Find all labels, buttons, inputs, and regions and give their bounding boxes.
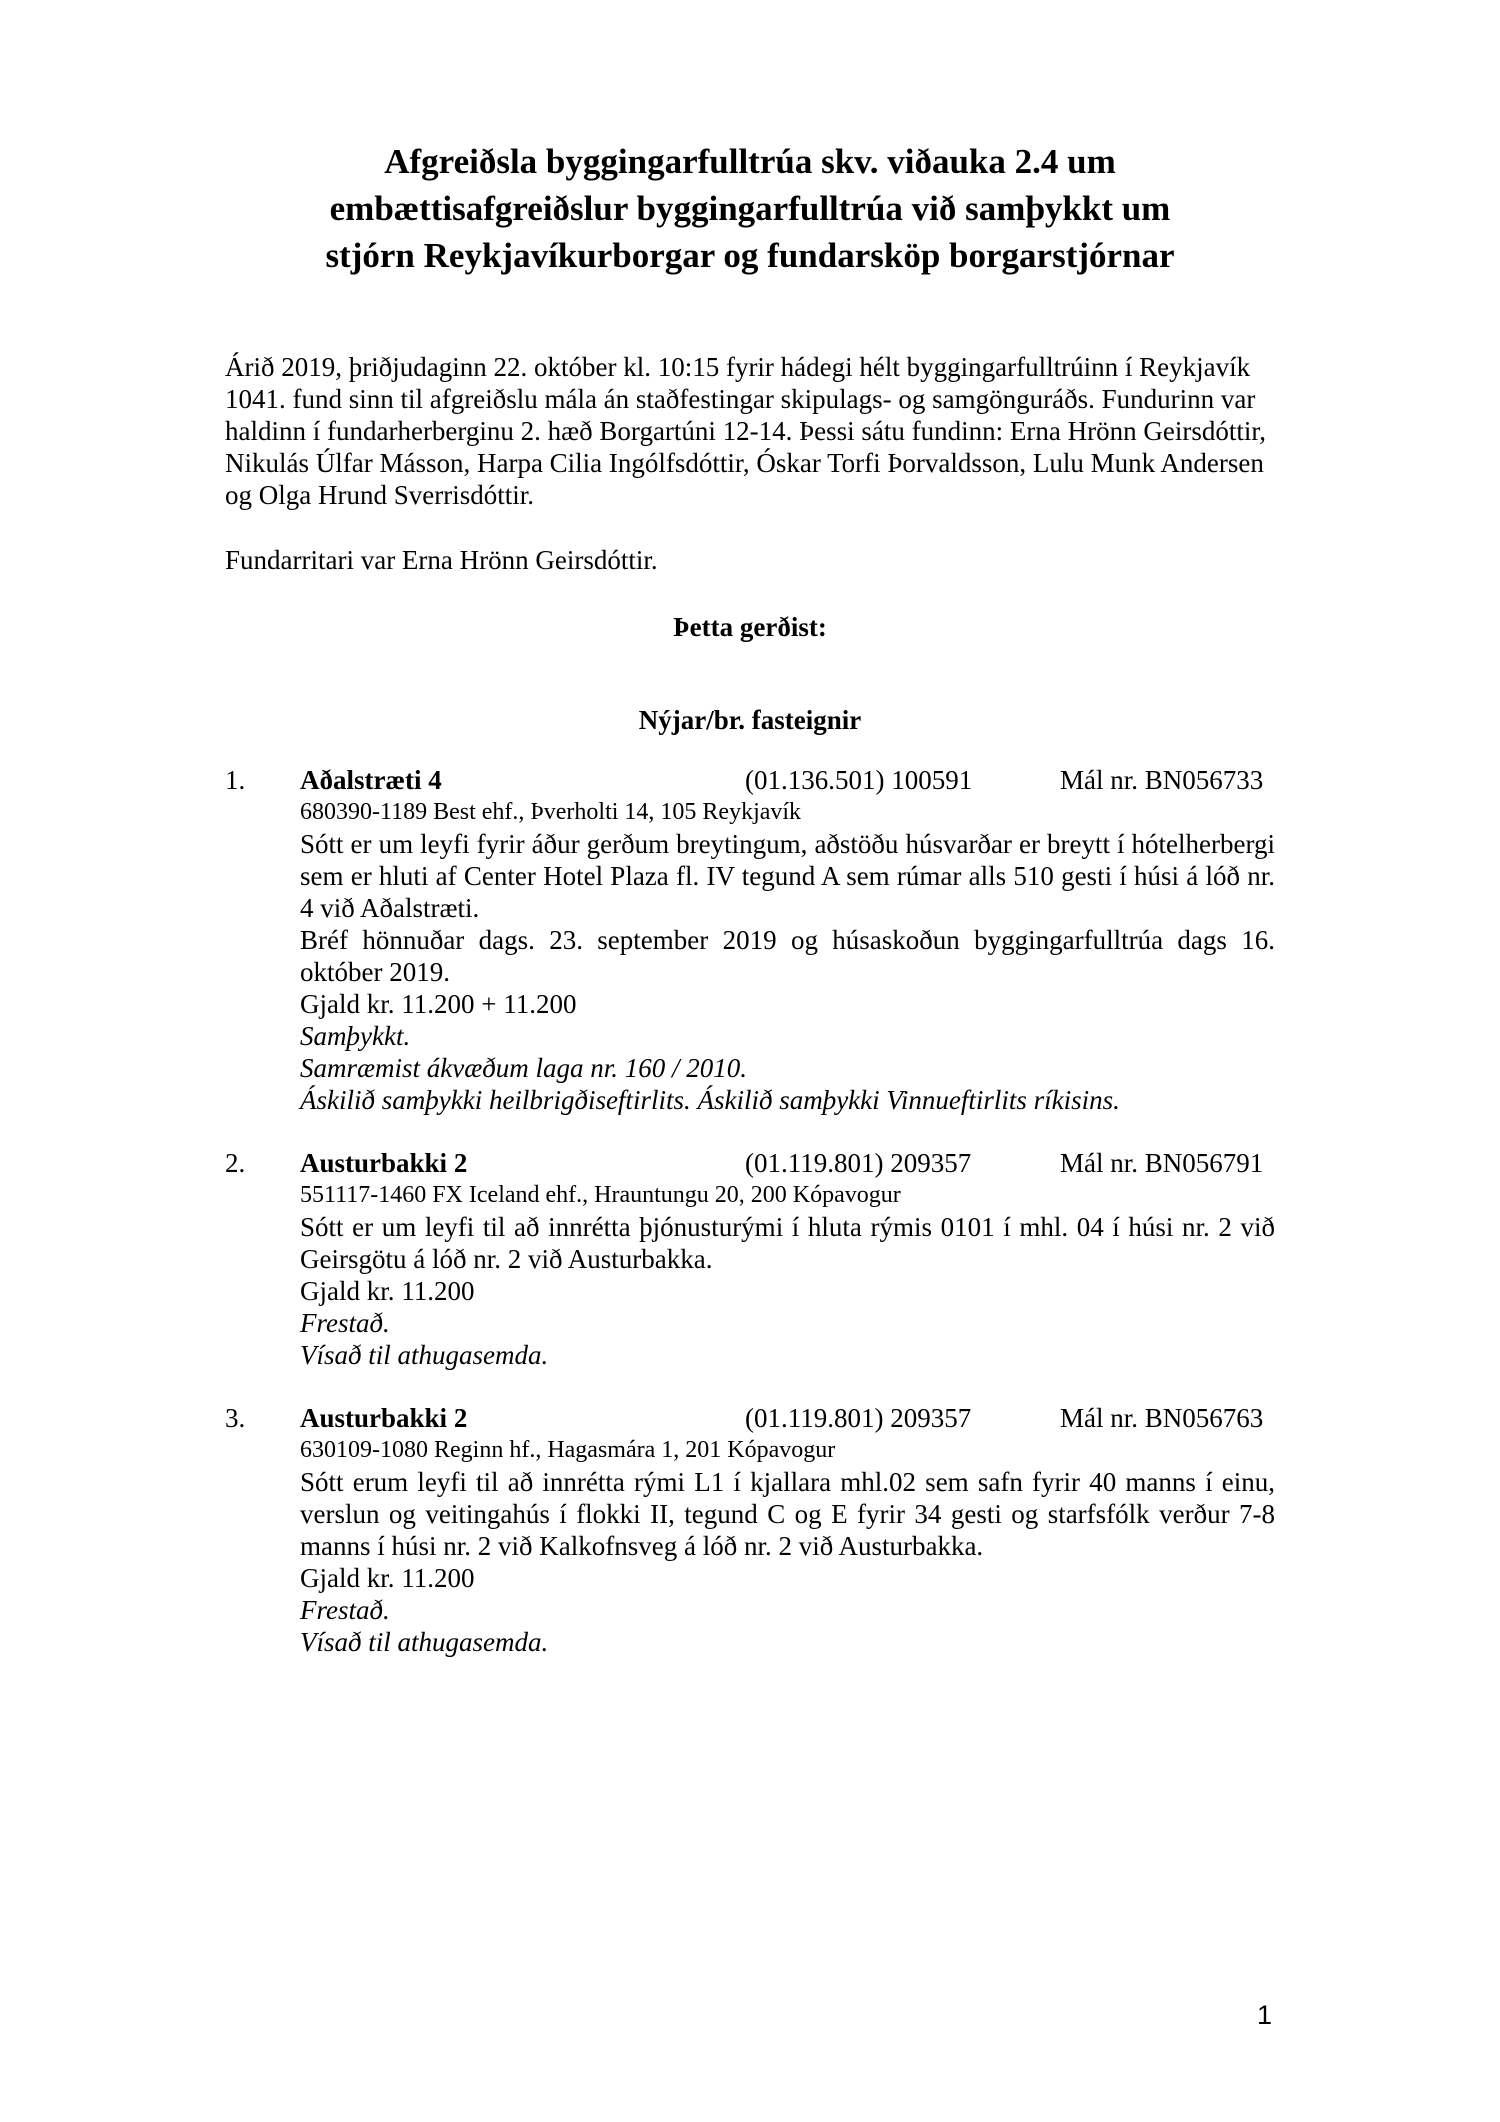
document-title — [225, 138, 1275, 279]
secretary-line: Fundarritari var Erna Hrönn Geirsdóttir. — [225, 545, 658, 575]
case-fee: Gjald kr. 11.200 + 11.200 — [300, 989, 577, 1019]
case-header — [225, 764, 1275, 796]
case-property-id: (01.119.801) 209357 — [745, 1403, 972, 1433]
meeting-intro-paragraph: Árið 2019, þriðjudaginn 22. október kl. 10:15 fyrir hádegi hélt byggingarfulltrúinn í Reykjavík 1041. fund sinn til afgreiðslu mála án staðfestingar skipulags- og samgönguráðs. Fundurinn var haldinn í fundarherberginu 2. hæð Borgartúni 12-14. Þessi sátu fundinn: Erna Hrönn Geirsdóttir, Nikulás Úlfar Másson, Harpa Cilia Ingólfsdóttir, Óskar Torfi Þorvaldsson, Lulu Munk Andersen og Olga Hrund Sverrisdóttir. — [225, 352, 1267, 510]
section-heading: Nýjar/br. fasteignir — [638, 705, 862, 735]
title-line-2: embættisafgreiðslur byggingarfulltrúa við samþykkt um — [329, 189, 1171, 228]
case-documents-note: Bréf hönnuðar dags. 23. september 2019 og húsaskoðun byggingarfulltrúa dags 16. október 2019. — [300, 925, 1275, 987]
case-number-index: 3. — [225, 1403, 246, 1433]
case-result: Samþykkt. — [300, 1021, 411, 1051]
case-number-index: 2. — [225, 1148, 246, 1178]
page-number: 1 — [1256, 2000, 1272, 2030]
case-body — [300, 1179, 1275, 1371]
case-reference: Mál nr. BN056791 — [1060, 1148, 1264, 1178]
case-property-id: (01.136.501) 100591 — [745, 765, 973, 795]
case-owner-line: 630109-1080 Reginn hf., Hagasmára 1, 201 Kópavogur — [300, 1437, 836, 1463]
happened-heading: Þetta gerðist: — [673, 612, 827, 642]
case-property-id: (01.119.801) 209357 — [745, 1148, 972, 1178]
case-reference: Mál nr. BN056733 — [1060, 765, 1264, 795]
case-header — [225, 1147, 1275, 1179]
case-result-note: Vísað til athugasemda. — [300, 1627, 549, 1657]
case-list — [225, 764, 1275, 1658]
case-address: Austurbakki 2 — [300, 1148, 468, 1178]
case-reference: Mál nr. BN056763 — [1060, 1403, 1264, 1433]
case-body — [300, 796, 1275, 1116]
case-description: Sótt er um leyfi fyrir áður gerðum breytingum, aðstöðu húsvarðar er breytt í hótelherbergi sem er hluti af Center Hotel Plaza fl. IV tegund A sem rúmar alls 510 gesti í húsi á lóð nr. 4 við Aðalstræti. — [300, 829, 1275, 923]
case-item-1 — [225, 764, 1275, 1116]
case-result-law: Samræmist ákvæðum laga nr. 160 / 2010. — [300, 1053, 748, 1083]
case-result-conditions: Áskilið samþykki heilbrigðiseftirlits. Áskilið samþykki Vinnueftirlits ríkisins. — [300, 1085, 1120, 1115]
case-owner-line: 680390-1189 Best ehf., Þverholti 14, 105 Reykjavík — [300, 799, 802, 825]
case-item-2 — [225, 1147, 1275, 1371]
document-content — [225, 138, 1275, 1689]
case-fee: Gjald kr. 11.200 — [300, 1563, 475, 1593]
case-result: Frestað. — [300, 1308, 390, 1338]
case-result: Frestað. — [300, 1595, 390, 1625]
case-result-note: Vísað til athugasemda. — [300, 1340, 549, 1370]
title-line-1: Afgreiðsla byggingarfulltrúa skv. viðauka 2.4 um — [384, 142, 1116, 181]
title-line-3: stjórn Reykjavíkurborgar og fundarsköp borgarstjórnar — [325, 236, 1175, 275]
case-fee: Gjald kr. 11.200 — [300, 1276, 475, 1306]
case-item-3 — [225, 1402, 1275, 1658]
case-description: Sótt erum leyfi til að innrétta rými L1 í kjallara mhl.02 sem safn fyrir 40 manns í einu, verslun og veitingahús í flokki II, tegund C og E fyrir 34 gesti og starfsfólk verður 7-8 manns í húsi nr. 2 við Kalkofnsveg á lóð nr. 2 við Austurbakka. — [300, 1467, 1275, 1561]
case-description: Sótt er um leyfi til að innrétta þjónusturými í hluta rýmis 0101 í mhl. 04 í húsi nr. 2 við Geirsgötu á lóð nr. 2 við Austurbakka. — [300, 1212, 1275, 1274]
case-owner-line: 551117-1460 FX Iceland ehf., Hrauntungu 20, 200 Kópavogur — [300, 1182, 901, 1208]
case-address: Austurbakki 2 — [300, 1403, 468, 1433]
case-address: Aðalstræti 4 — [300, 765, 442, 795]
case-header — [225, 1402, 1275, 1434]
case-body — [300, 1434, 1275, 1658]
case-number-index: 1. — [225, 765, 246, 795]
